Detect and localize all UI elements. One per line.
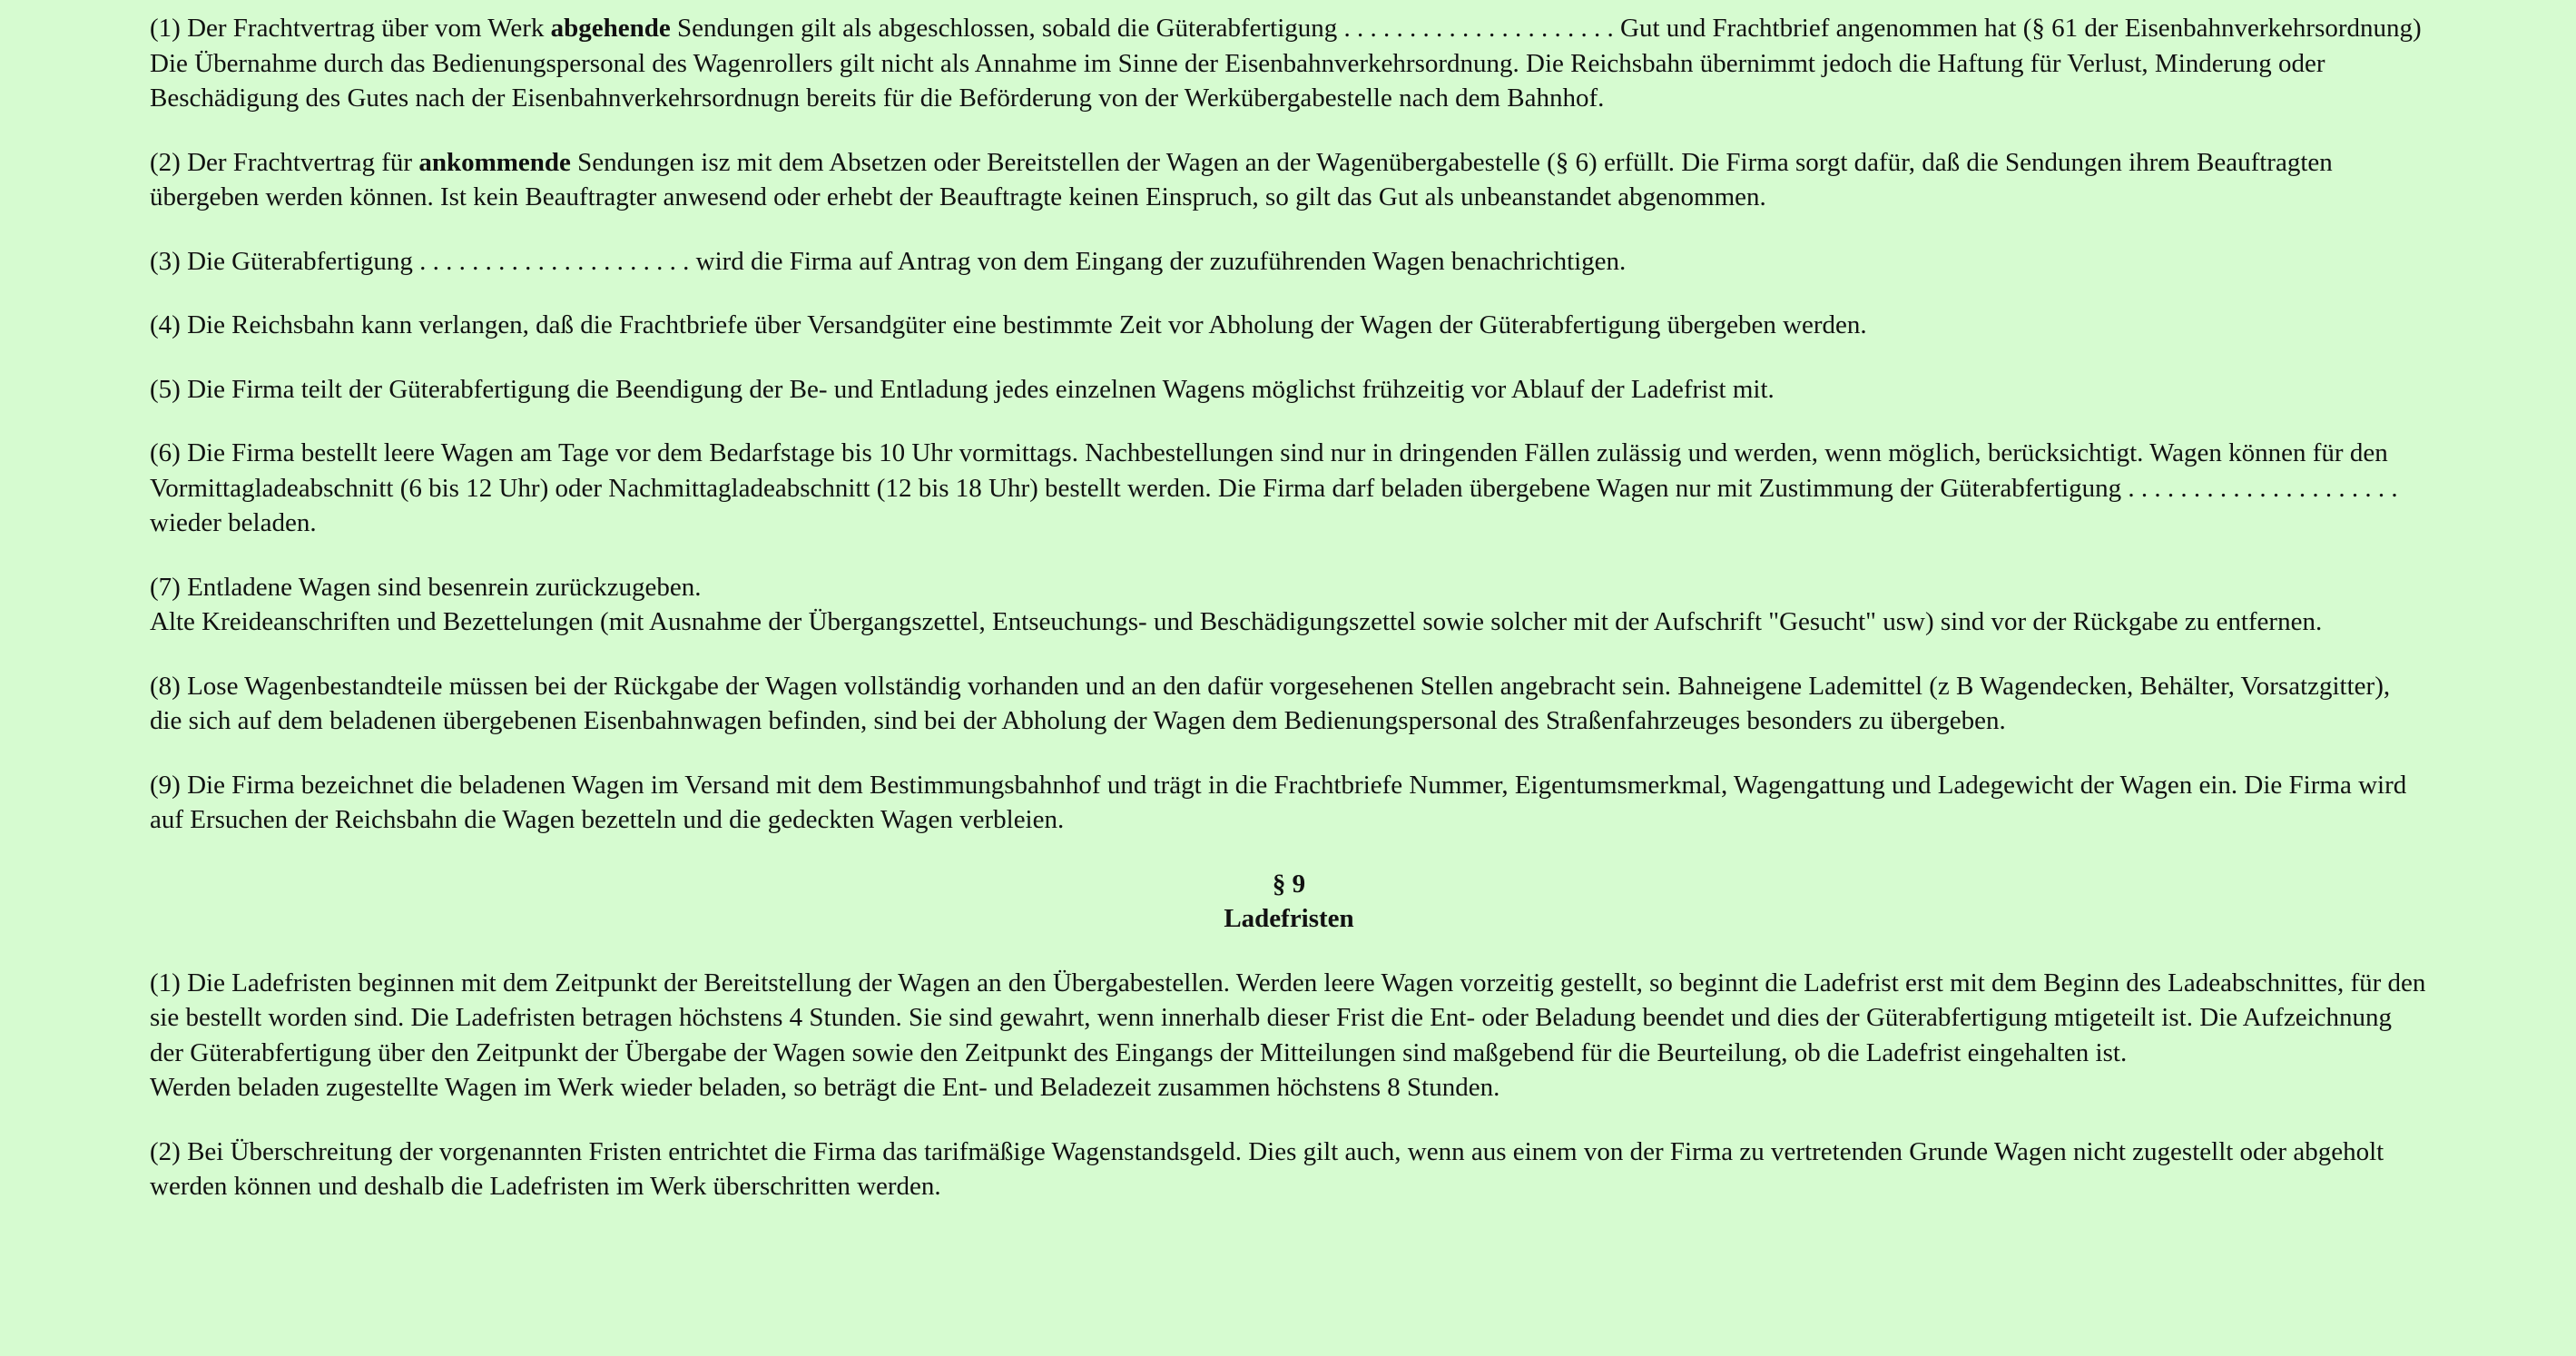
paragraph-8-2-bold-term: ankommende (418, 147, 571, 177)
paragraph-8-1-line-2: Die Übernahme durch das Bedienungspersonal des Wagenrollers gilt nicht als Annahme im Sinne der Eisenbahnverkehrsordnung. Die Reichsbahn übernimmt jedoch die Haftung für Verlust, Minderung oder Beschädigung des Gutes nach der Eisenbahnverkehrsordnugn bereits für die Beförderung von der Werkübergabestelle nach dem Bahnhof. (150, 48, 2325, 113)
paragraph-8-1-bold-term: abgehende (550, 14, 671, 43)
paragraph-8-6: (6) Die Firma bestellt leere Wagen am Tage vor dem Bedarfstage bis 10 Uhr vormittags. Nachbestellungen sind nur in dringenden Fällen zulässig und werden, wenn möglich, berücksichtigt. Wagen können für den Vormittagladeabschnitt (6 bis 12 Uhr) oder Nachmittagladeabschnitt (12 bis 18 Uhr) bestellt werden. Die Firma darf beladen übergebene Wagen nur mit Zustimmung der Güterabfertigung . . . . . . . . . . . . . . . . . . . . . wieder beladen. (150, 438, 2398, 537)
document-body (150, 11, 2428, 1233)
paragraph-8-4: (4) Die Reichsbahn kann verlangen, daß die Frachtbriefe über Versandgüter eine bestimmte Zeit vor Abholung der Wagen der Güterabfertigung übergeben werden. (150, 310, 1867, 339)
section-9-number: § 9 (1272, 869, 1306, 899)
paragraph-8-2-text-post: Sendungen isz mit dem Absetzen oder Bereitstellen der Wagen an der Wagenübergabestelle (§ 6) erfüllt. Die Firma sorgt dafür, daß die Sendungen ihrem Beauftragten übergeben werden können. Ist kein Beauftragter anwesend oder erhebt der Beauftragte keinen Einspruch, so gilt das Gut als unbeanstandet abgenommen. (150, 147, 2333, 211)
paragraph-8-1-text-post: Sendungen gilt als abgeschlossen, sobald die Güterabfertigung . . . . . . . . . . . . . . . . . . . . . Gut und Frachtbrief angenommen hat (§ 61 der Eisenbahnverkehrsordnung) (670, 14, 2422, 43)
paragraph-8-5: (5) Die Firma teilt der Güterabfertigung die Beendigung der Be- und Entladung jedes einzelnen Wagens möglichst frühzeitig vor Ablauf der Ladefrist mit. (150, 374, 1775, 404)
paragraph-9-1-line-2: Werden beladen zugestellte Wagen im Werk wieder beladen, so beträgt die Ent- und Beladezeit zusammen höchstens 8 Stunden. (150, 1073, 1500, 1102)
section-9-heading (150, 867, 2428, 937)
paragraph-8-1 (150, 11, 2428, 116)
section-9-title: Ladefristen (1224, 904, 1354, 933)
paragraph-8-2 (150, 145, 2428, 215)
paragraph-8-1-line-1 (150, 11, 2428, 46)
paragraph-8-2-text-pre: (2) Der Frachtvertrag für (150, 147, 419, 177)
paragraph-8-7-line-1: (7) Entladene Wagen sind besenrein zurückzugeben. (150, 572, 702, 602)
paragraph-8-7 (150, 570, 2428, 640)
paragraph-8-3: (3) Die Güterabfertigung . . . . . . . . . . . . . . . . . . . . . wird die Firma auf Antrag von dem Eingang der zuzuführenden Wagen benachrichtigen. (150, 246, 1627, 276)
paragraph-9-1-line-1: (1) Die Ladefristen beginnen mit dem Zeitpunkt der Bereitstellung der Wagen an den Übergabestellen. Werden leere Wagen vorzeitig gestellt, so beginnt die Ladefrist erst mit dem Beginn des Ladeabschnittes, für den sie bestellt worden sind. Die Ladefristen betragen höchstens 4 Stunden. Sie sind gewahrt, wenn innerhalb dieser Frist die Ent- oder Beladung beendet und dies der Güterabfertigung mtigeteilt ist. Die Aufzeichnung der Güterabfertigung über den Zeitpunkt der Übergabe der Wagen sowie den Zeitpunkt des Eingangs der Mitteilungen sind maßgebend für die Beurteilung, ob die Ladefrist eingehalten ist. (150, 968, 2426, 1067)
paragraph-9-1 (150, 966, 2428, 1105)
paragraph-9-2: (2) Bei Überschreitung der vorgenannten Fristen entrichtet die Firma das tarifmäßige Wagenstandsgeld. Dies gilt auch, wenn aus einem von der Firma zu vertretenden Grunde Wagen nicht zugestellt oder abgeholt werden können und deshalb die Ladefristen im Werk überschritten werden. (150, 1136, 2384, 1201)
paragraph-8-9: (9) Die Firma bezeichnet die beladenen Wagen im Versand mit dem Bestimmungsbahnhof und trägt in die Frachtbriefe Nummer, Eigentumsmerkmal, Wagengattung und Ladegewicht der Wagen ein. Die Firma wird auf Ersuchen der Reichsbahn die Wagen bezetteln und die gedeckten Wagen verbleien. (150, 770, 2407, 834)
paragraph-8-7-line-2: Alte Kreideanschriften und Bezettelungen (mit Ausnahme der Übergangszettel, Entseuchungs- und Beschädigungszettel sowie solcher mit der Aufschrift "Gesucht" usw) sind vor der Rückgabe zu entfernen. (150, 607, 2323, 636)
paragraph-8-1-text-pre: (1) Der Frachtvertrag über vom Werk (150, 14, 551, 43)
paragraph-8-8: (8) Lose Wagenbestandteile müssen bei der Rückgabe der Wagen vollständig vorhanden und an den dafür vorgesehenen Stellen angebracht sein. Bahneigene Lademittel (z B Wagendecken, Behälter, Vorsatzgitter), die sich auf dem beladenen übergebenen Eisenbahnwagen befinden, sind bei der Abholung der Wagen dem Bedienungspersonal des Straßenfahrzeuges besonders zu übergeben. (150, 671, 2391, 735)
